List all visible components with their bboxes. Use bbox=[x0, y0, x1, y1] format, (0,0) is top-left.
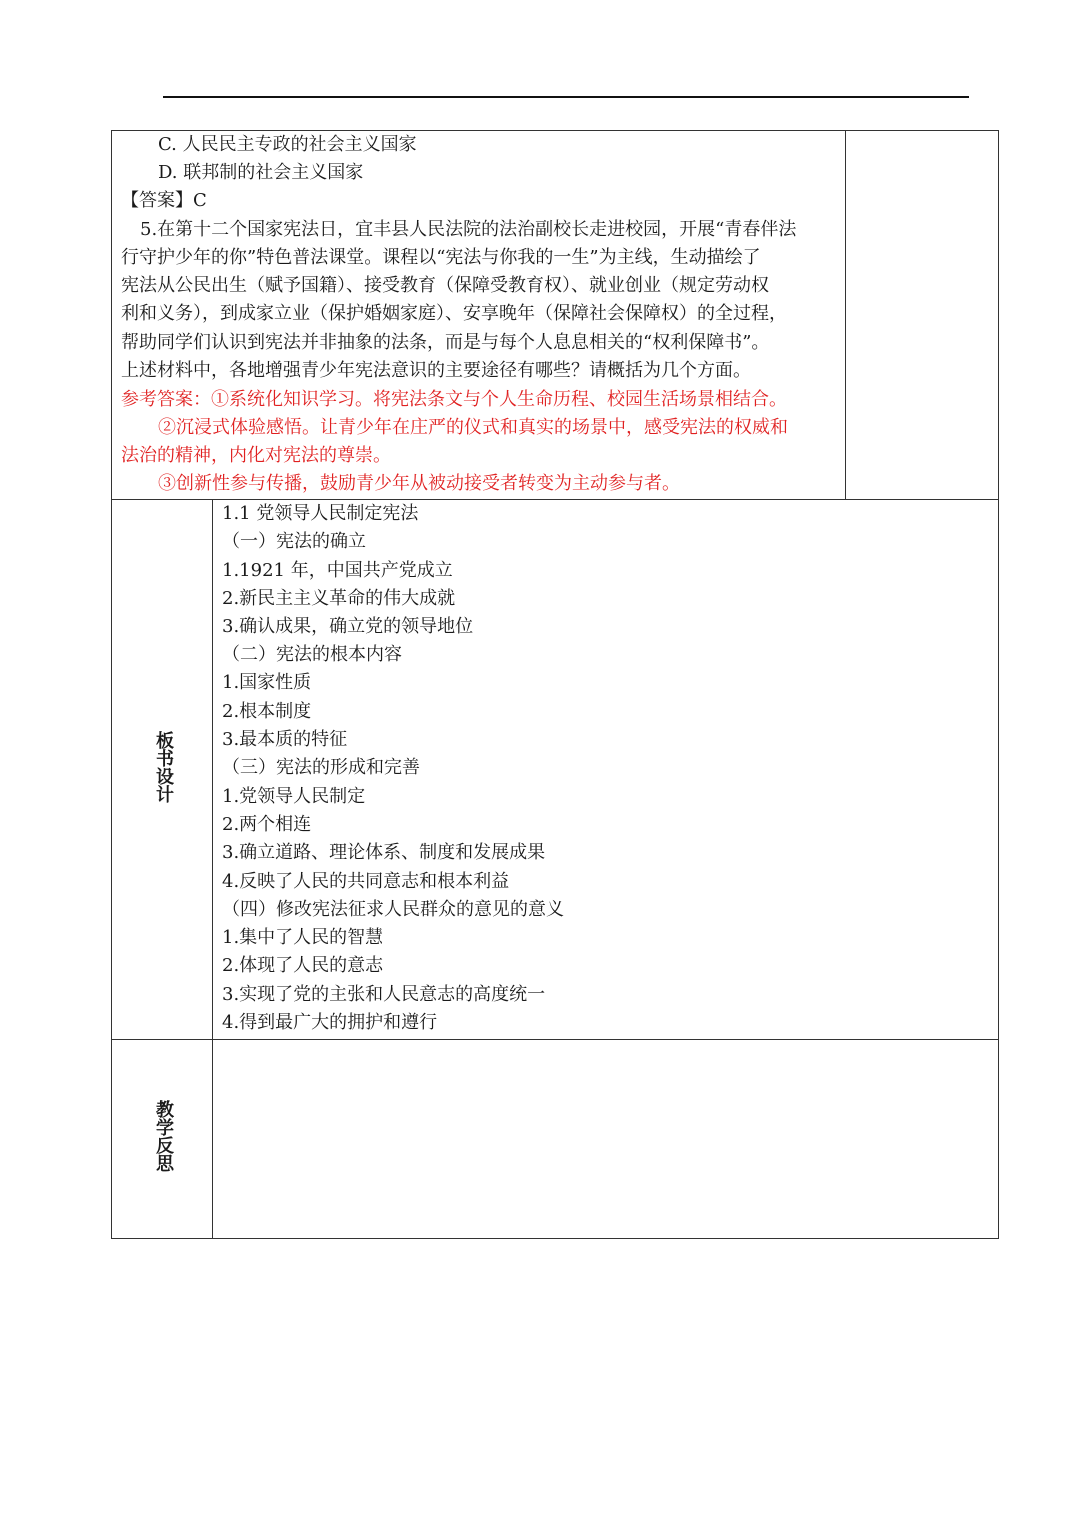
board-line: 3.确立道路、理论体系、制度和发展成果 bbox=[222, 842, 546, 863]
board-line: 2.两个相连 bbox=[222, 814, 312, 835]
board-line: 1.1921 年，中国共产党成立 bbox=[222, 560, 453, 581]
option-c: C. 人民民主专政的社会主义国家 bbox=[158, 134, 417, 155]
ref-answer-line: 参考答案：①系统化知识学习。将宪法条文与个人生命历程、校园生活场景相结合。 bbox=[121, 389, 787, 410]
board-line: 3.实现了党的主张和人民意志的高度统一 bbox=[222, 984, 546, 1005]
ref-answer-line: ②沉浸式体验感悟。让青少年在庄严的仪式和真实的场景中，感受宪法的权威和 bbox=[158, 417, 788, 438]
reflection-label: 教学反思 bbox=[153, 1100, 174, 1172]
board-line: 4.反映了人民的共同意志和根本利益 bbox=[222, 871, 510, 892]
ref-answer-line: ③创新性参与传播，鼓励青少年从被动接受者转变为主动参与者。 bbox=[158, 473, 680, 494]
question-line: 上述材料中，各地增强青少年宪法意识的主要途径有哪些？请概括为几个方面。 bbox=[121, 360, 751, 381]
board-line: （一）宪法的确立 bbox=[222, 531, 366, 552]
board-line: （二）宪法的根本内容 bbox=[222, 644, 402, 665]
header-rule bbox=[163, 96, 969, 98]
board-line: （三）宪法的形成和完善 bbox=[222, 757, 420, 778]
board-line: 1.党领导人民制定 bbox=[222, 786, 366, 807]
board-line: 3.确认成果，确立党的领导地位 bbox=[222, 616, 474, 637]
option-d: D. 联邦制的社会主义国家 bbox=[158, 162, 364, 183]
board-line: 1.1 党领导人民制定宪法 bbox=[222, 503, 419, 524]
question-line: 帮助同学们认识到宪法并非抽象的法条，而是与每个人息息相关的“权利保障书”。 bbox=[121, 332, 770, 353]
board-line: 2.根本制度 bbox=[222, 701, 312, 722]
question-line: 5.在第十二个国家宪法日，宜丰县人民法院的法治副校长走进校园，开展“青春伴法 bbox=[140, 219, 797, 240]
answer: 【答案】C bbox=[121, 190, 207, 211]
board-design-label: 板书设计 bbox=[153, 731, 174, 803]
question-line: 宪法从公民出生（赋予国籍）、接受教育（保障受教育权）、就业创业（规定劳动权 bbox=[121, 275, 769, 296]
board-line: 4.得到最广大的拥护和遵行 bbox=[222, 1012, 438, 1033]
board-line: 2.体现了人民的意志 bbox=[222, 955, 384, 976]
question-side-cell bbox=[845, 130, 999, 500]
question-line: 利和义务），到成家立业（保护婚姻家庭）、安享晚年（保障社会保障权）的全过程， bbox=[121, 303, 787, 324]
board-line: 2.新民主主义革命的伟大成就 bbox=[222, 588, 456, 609]
question-line: 行守护少年的你”特色普法课堂。课程以“宪法与你我的一生”为主线，生动描绘了 bbox=[121, 247, 761, 268]
board-line: 1.国家性质 bbox=[222, 672, 312, 693]
board-line: 1.集中了人民的智慧 bbox=[222, 927, 384, 948]
ref-answer-line: 法治的精神，内化对宪法的尊崇。 bbox=[121, 445, 391, 466]
reflection-content-cell bbox=[212, 1039, 999, 1239]
board-line: （四）修改宪法征求人民群众的意见的意义 bbox=[222, 899, 564, 920]
board-line: 3.最本质的特征 bbox=[222, 729, 348, 750]
